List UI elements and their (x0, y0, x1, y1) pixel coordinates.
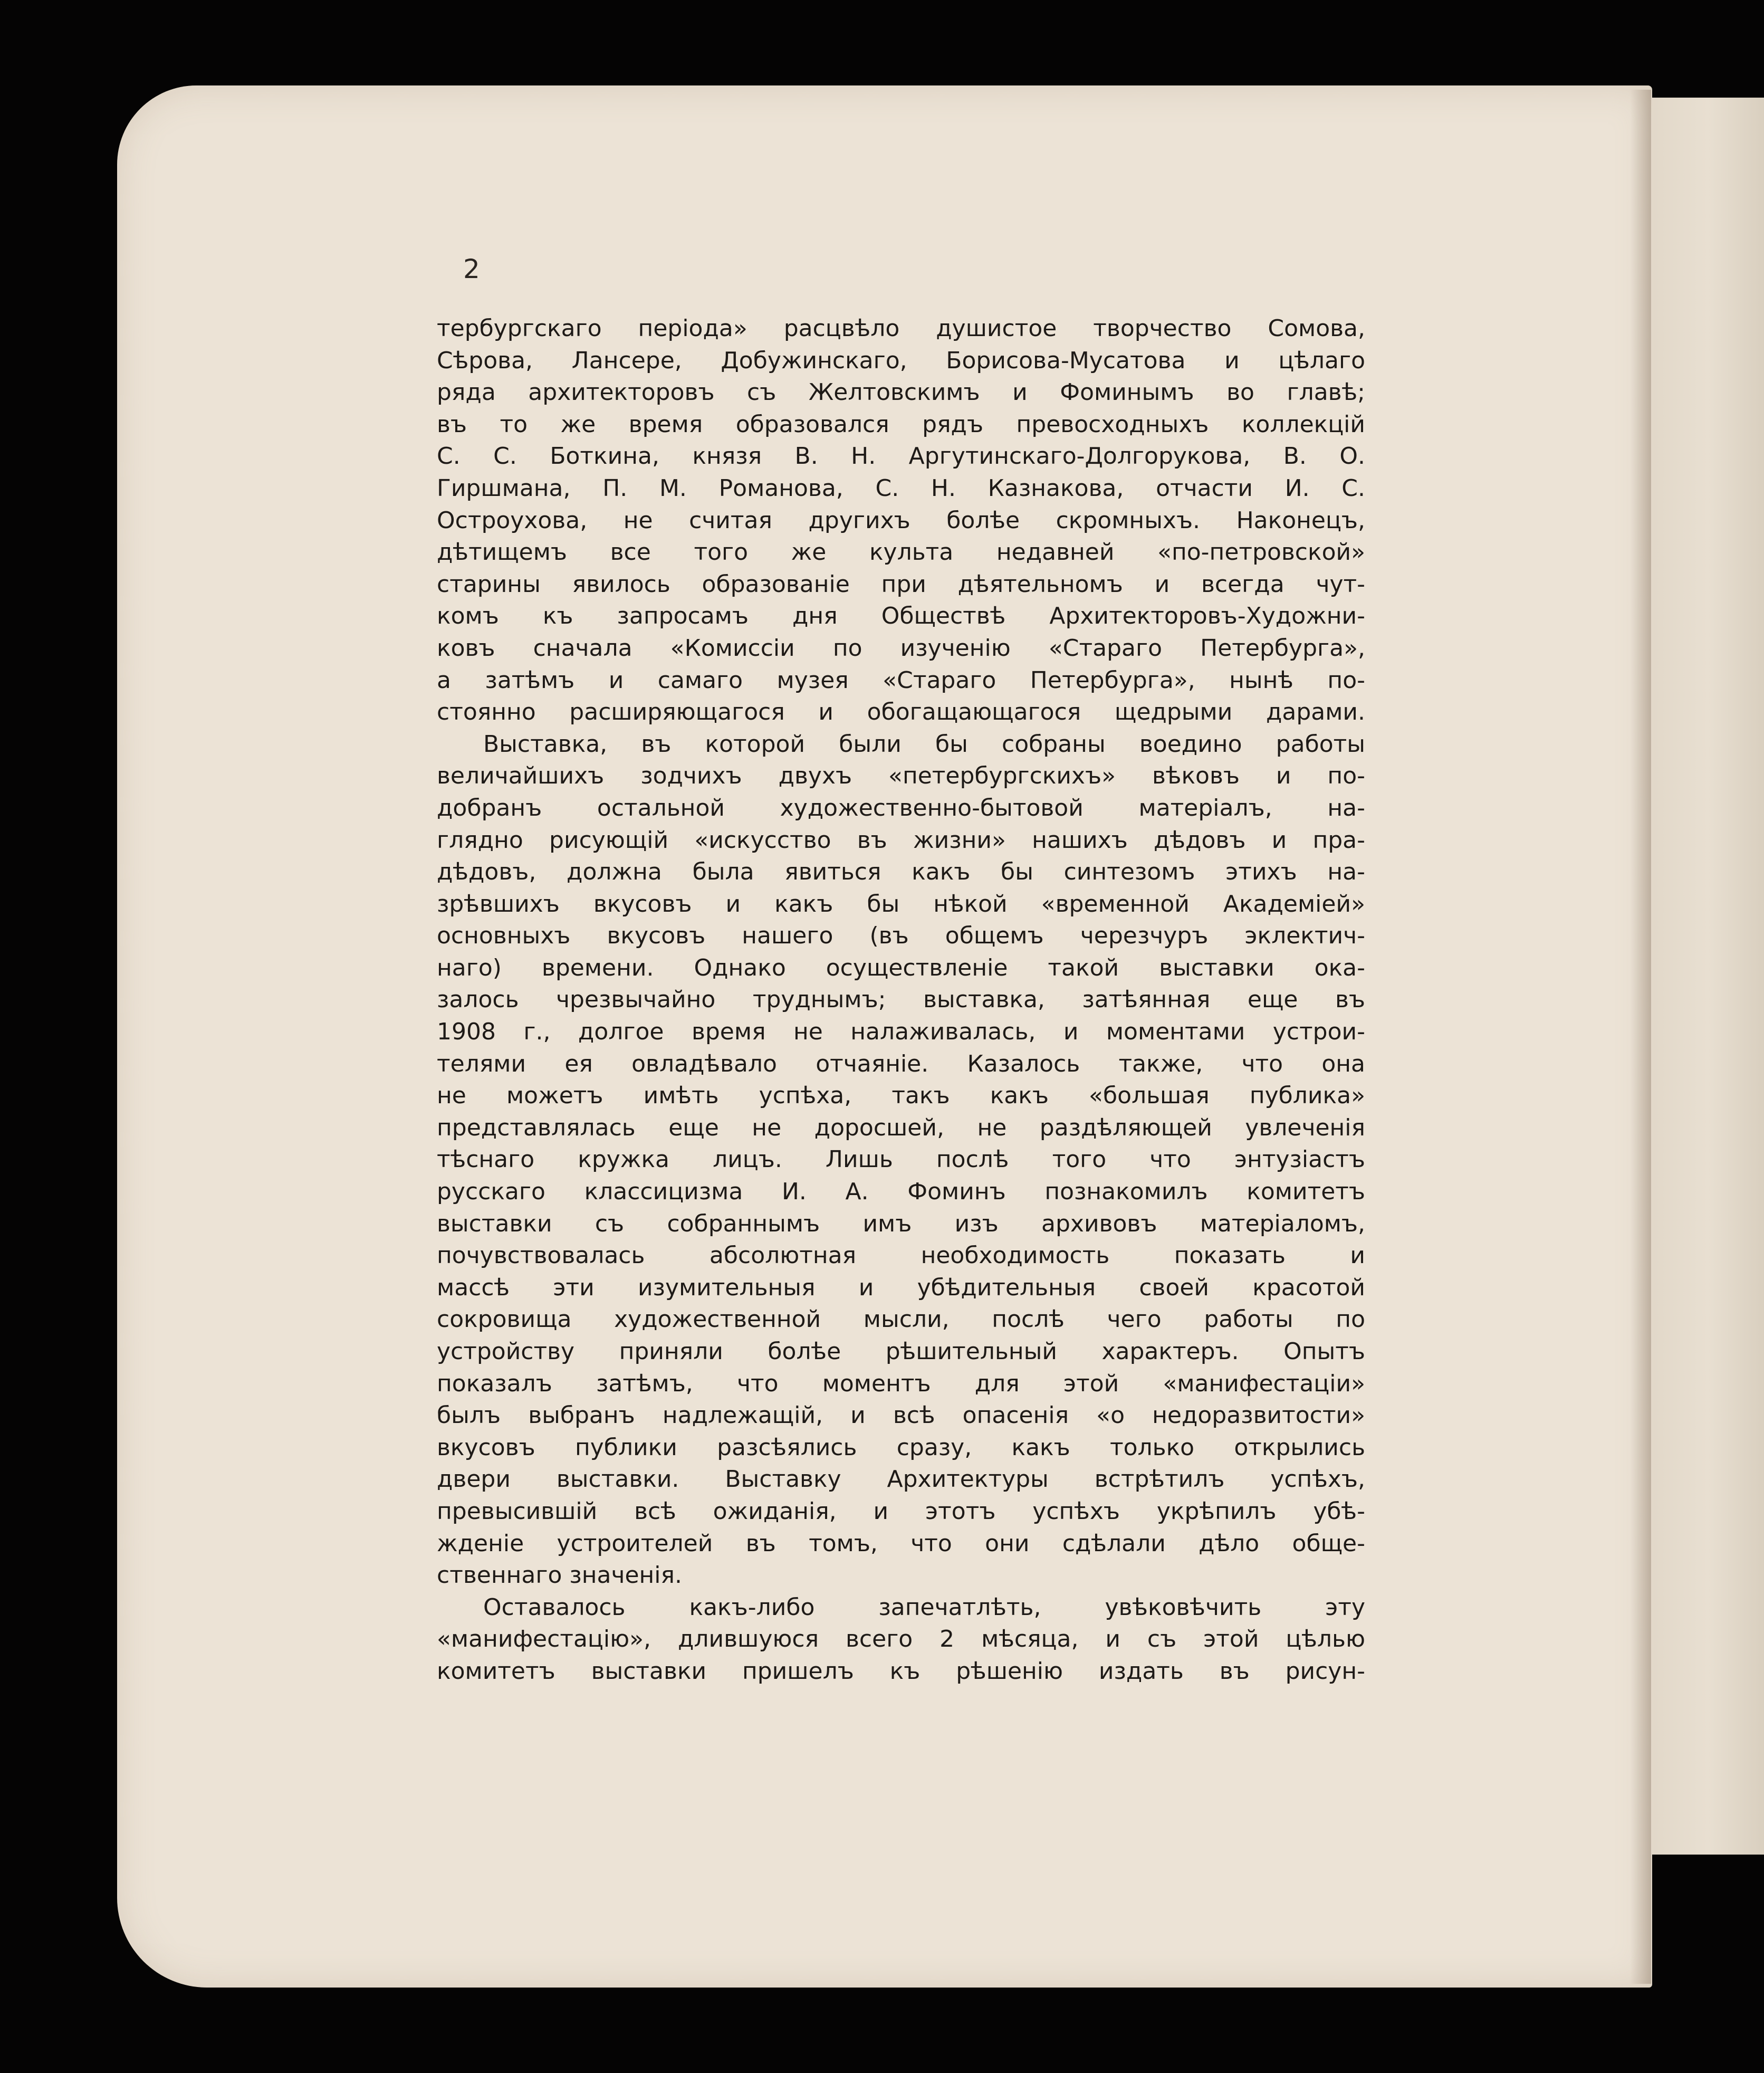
text-line: не можетъ имѣть успѣха, такъ какъ «большая публика» (437, 1082, 1365, 1110)
text-line: ряда архитекторовъ съ Желтовскимъ и Фоминымъ во главѣ; (437, 379, 1365, 406)
text-line: наго) времени. Однако осуществленіе такой выставки ока- (437, 954, 1365, 981)
text-line: вкусовъ публики разсѣялись сразу, какъ только открылись (437, 1434, 1365, 1461)
text-line: представлялась еще не доросшей, не раздѣляющей увлеченія (437, 1114, 1365, 1141)
text-line: комитетъ выставки пришелъ къ рѣшенію издать въ рисун- (437, 1657, 1365, 1685)
page-number: 2 (463, 254, 480, 284)
text-line: Сѣрова, Лансере, Добужинскаго, Борисова-Мусатова и цѣлаго (437, 347, 1365, 374)
text-line: дѣтищемъ все того же культа недавней «по-петровской» (437, 539, 1365, 566)
text-line: основныхъ вкусовъ нашего (въ общемъ черезчуръ эклектич- (437, 922, 1365, 950)
text-line: былъ выбранъ надлежащій, и всѣ опасенія «о недоразвитости» (437, 1402, 1365, 1429)
text-line: тѣснаго кружка лицъ. Лишь послѣ того что энтузіастъ (437, 1146, 1365, 1173)
text-line: а затѣмъ и самаго музея «Стараго Петербурга», нынѣ по- (437, 666, 1365, 694)
text-line: залось чрезвычайно труднымъ; выставка, затѣянная еще въ (437, 986, 1365, 1014)
text-line: ковъ сначала «Комиссіи по изученію «Стараго Петербурга», (437, 634, 1365, 662)
text-line: массѣ эти изумительныя и убѣдительныя своей красотой (437, 1274, 1365, 1301)
text-line: стоянно расширяющагося и обогащающагося щедрыми дарами. (437, 699, 1365, 726)
text-line: Гиршмана, П. М. Романова, С. Н. Казнакова, отчасти И. С. (437, 474, 1365, 502)
text-line: старины явилось образованіе при дѣятельномъ и всегда чут- (437, 570, 1365, 598)
page-gutter-shadow (1630, 90, 1651, 1984)
text-line: Выставка, въ которой были бы собраны воедино работы (483, 730, 1365, 758)
text-line: 1908 г., долгое время не налаживалась, и моментами устрои- (437, 1018, 1365, 1046)
text-line: дѣдовъ, должна была явиться какъ бы синтезомъ этихъ на- (437, 858, 1365, 886)
text-line: русскаго классицизма И. А. Фоминъ познакомилъ комитетъ (437, 1178, 1365, 1206)
text-line: въ то же время образовался рядъ превосходныхъ коллекцій (437, 410, 1365, 438)
text-line: почувствовалась абсолютная необходимость показать и (437, 1242, 1365, 1269)
text-line: Остроухова, не считая другихъ болѣе скромныхъ. Наконецъ, (437, 507, 1365, 534)
text-line: Оставалось какъ-либо запечатлѣть, увѣковѣчить эту (483, 1593, 1365, 1621)
text-line: двери выставки. Выставку Архитектуры встрѣтилъ успѣхъ, (437, 1466, 1365, 1493)
text-line: С. С. Боткина, князя В. Н. Аргутинскаго-Долгорукова, В. О. (437, 443, 1365, 470)
text-line: величайшихъ зодчихъ двухъ «петербургскихъ» вѣковъ и по- (437, 762, 1365, 790)
text-line: ственнаго значенія. (437, 1562, 682, 1589)
text-line: глядно рисующій «искусство въ жизни» нашихъ дѣдовъ и пра- (437, 826, 1365, 854)
body-text (437, 313, 1365, 1688)
text-line: зрѣвшихъ вкусовъ и какъ бы нѣкой «временной Академіей» (437, 890, 1365, 918)
text-line: добранъ остальной художественно-бытовой матеріалъ, на- (437, 794, 1365, 821)
text-line: превысившій всѣ ожиданія, и этотъ успѣхъ укрѣпилъ убѣ- (437, 1497, 1365, 1525)
text-line: комъ къ запросамъ дня Обществѣ Архитекторовъ-Художни- (437, 603, 1365, 630)
text-line: жденіе устроителей въ томъ, что они сдѣлали дѣло обще- (437, 1530, 1365, 1557)
text-line: устройству приняли болѣе рѣшительный характеръ. Опытъ (437, 1338, 1365, 1365)
text-line: телями ея овладѣвало отчаяніе. Казалось также, что она (437, 1050, 1365, 1077)
text-line: тербургскаго періода» расцвѣло душистое творчество Сомова, (437, 315, 1365, 342)
text-line: выставки съ собраннымъ имъ изъ архивовъ матеріаломъ, (437, 1210, 1365, 1237)
text-line: «манифестацію», длившуюся всего 2 мѣсяца, и съ этой цѣлью (437, 1626, 1365, 1653)
text-line: показалъ затѣмъ, что моментъ для этой «манифестаціи» (437, 1370, 1365, 1397)
text-line: сокровища художественной мысли, послѣ чего работы по (437, 1306, 1365, 1333)
